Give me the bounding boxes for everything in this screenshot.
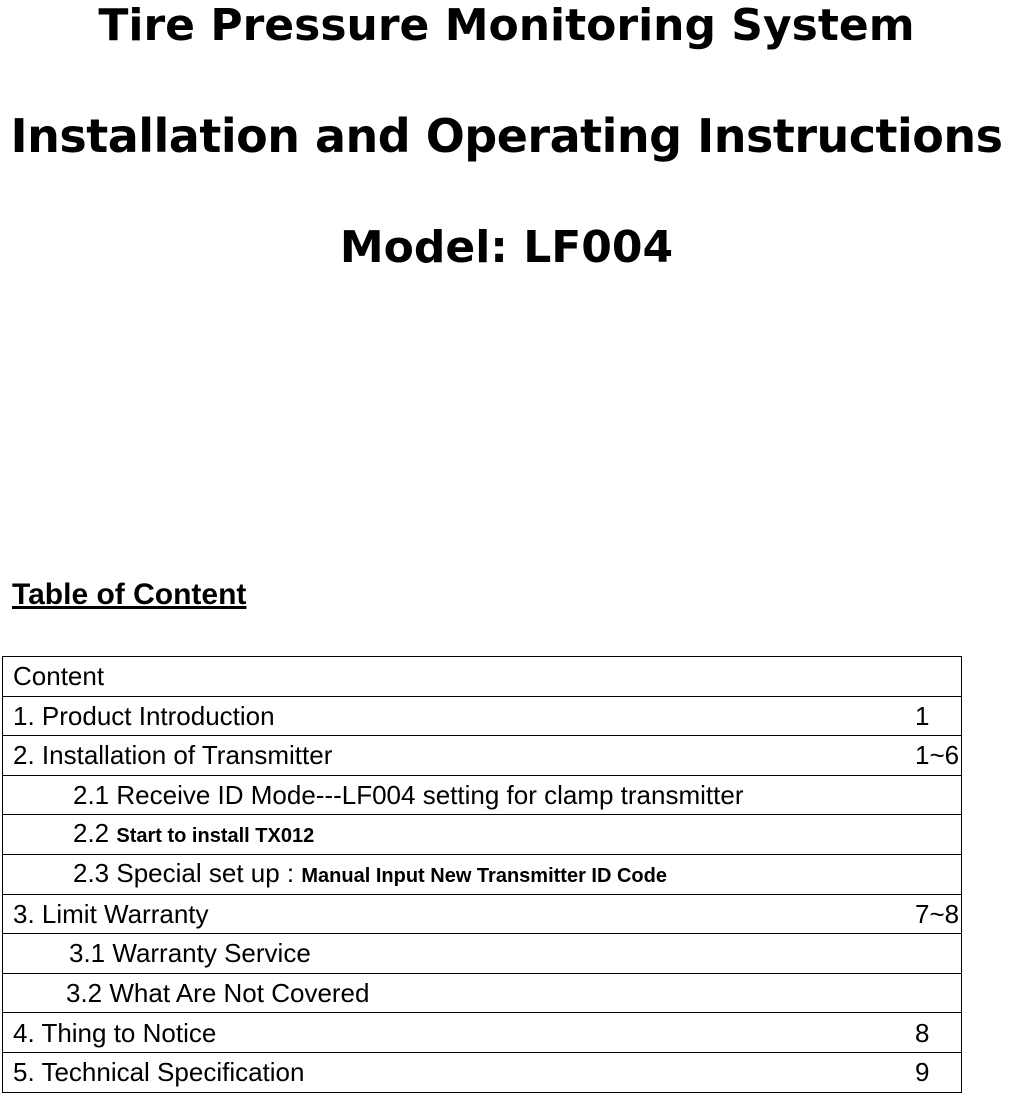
toc-entry-label: 4. Thing to Notice [3, 1013, 916, 1053]
toc-entry-label: 3.1 Warranty Service [3, 934, 916, 974]
toc-row [3, 696, 962, 736]
toc-entry-page: 1~6 [915, 736, 962, 776]
toc-entry-bold-text: Manual Input New Transmitter ID Code [301, 864, 667, 887]
toc-entry-label: 3.2 What Are Not Covered [3, 973, 916, 1013]
toc-row [3, 854, 962, 894]
toc-entry-label: 1. Product Introduction [3, 696, 916, 736]
toc-row [3, 736, 962, 776]
toc-entry-label: 2.1 Receive ID Mode---LF004 setting for clamp transmitter [3, 775, 916, 815]
toc-entry-page: 1 [915, 696, 962, 736]
toc-header: Content [3, 657, 962, 697]
toc-row [3, 934, 962, 974]
toc-entry-page: 8 [915, 1013, 962, 1053]
toc-entry-bold-text: Start to install TX012 [116, 825, 315, 848]
toc-entry-page [915, 854, 962, 894]
toc-table [2, 656, 962, 1093]
toc-entry-number: 2.3 Special set up : [73, 857, 302, 888]
toc-header-row [3, 657, 962, 697]
toc-entry-label: 2. Installation of Transmitter [3, 736, 916, 776]
toc-entry-page [915, 973, 962, 1013]
toc-row [3, 1013, 962, 1053]
toc-row [3, 973, 962, 1013]
document-subtitle: Installation and Operating Instructions [10, 109, 1003, 163]
toc-entry-page [915, 815, 962, 855]
toc-entry-page: 9 [915, 1052, 962, 1092]
toc-entry-label [3, 815, 916, 855]
toc-row [3, 775, 962, 815]
toc-entry-label: 3. Limit Warranty [3, 894, 916, 934]
toc-entry-page: 7~8 [915, 894, 962, 934]
toc-entry-page [915, 775, 962, 815]
toc-row [3, 894, 962, 934]
model-number: Model: LF004 [339, 222, 674, 273]
document-title: Tire Pressure Monitoring System [98, 0, 915, 51]
toc-entry-label [3, 854, 916, 894]
toc-entry-page [915, 934, 962, 974]
toc-row [3, 815, 962, 855]
toc-heading: Table of Content [12, 578, 247, 611]
toc-entry-number: 2.2 [73, 818, 117, 849]
toc-entry-label: 5. Technical Specification [3, 1052, 916, 1092]
toc-row [3, 1052, 962, 1092]
